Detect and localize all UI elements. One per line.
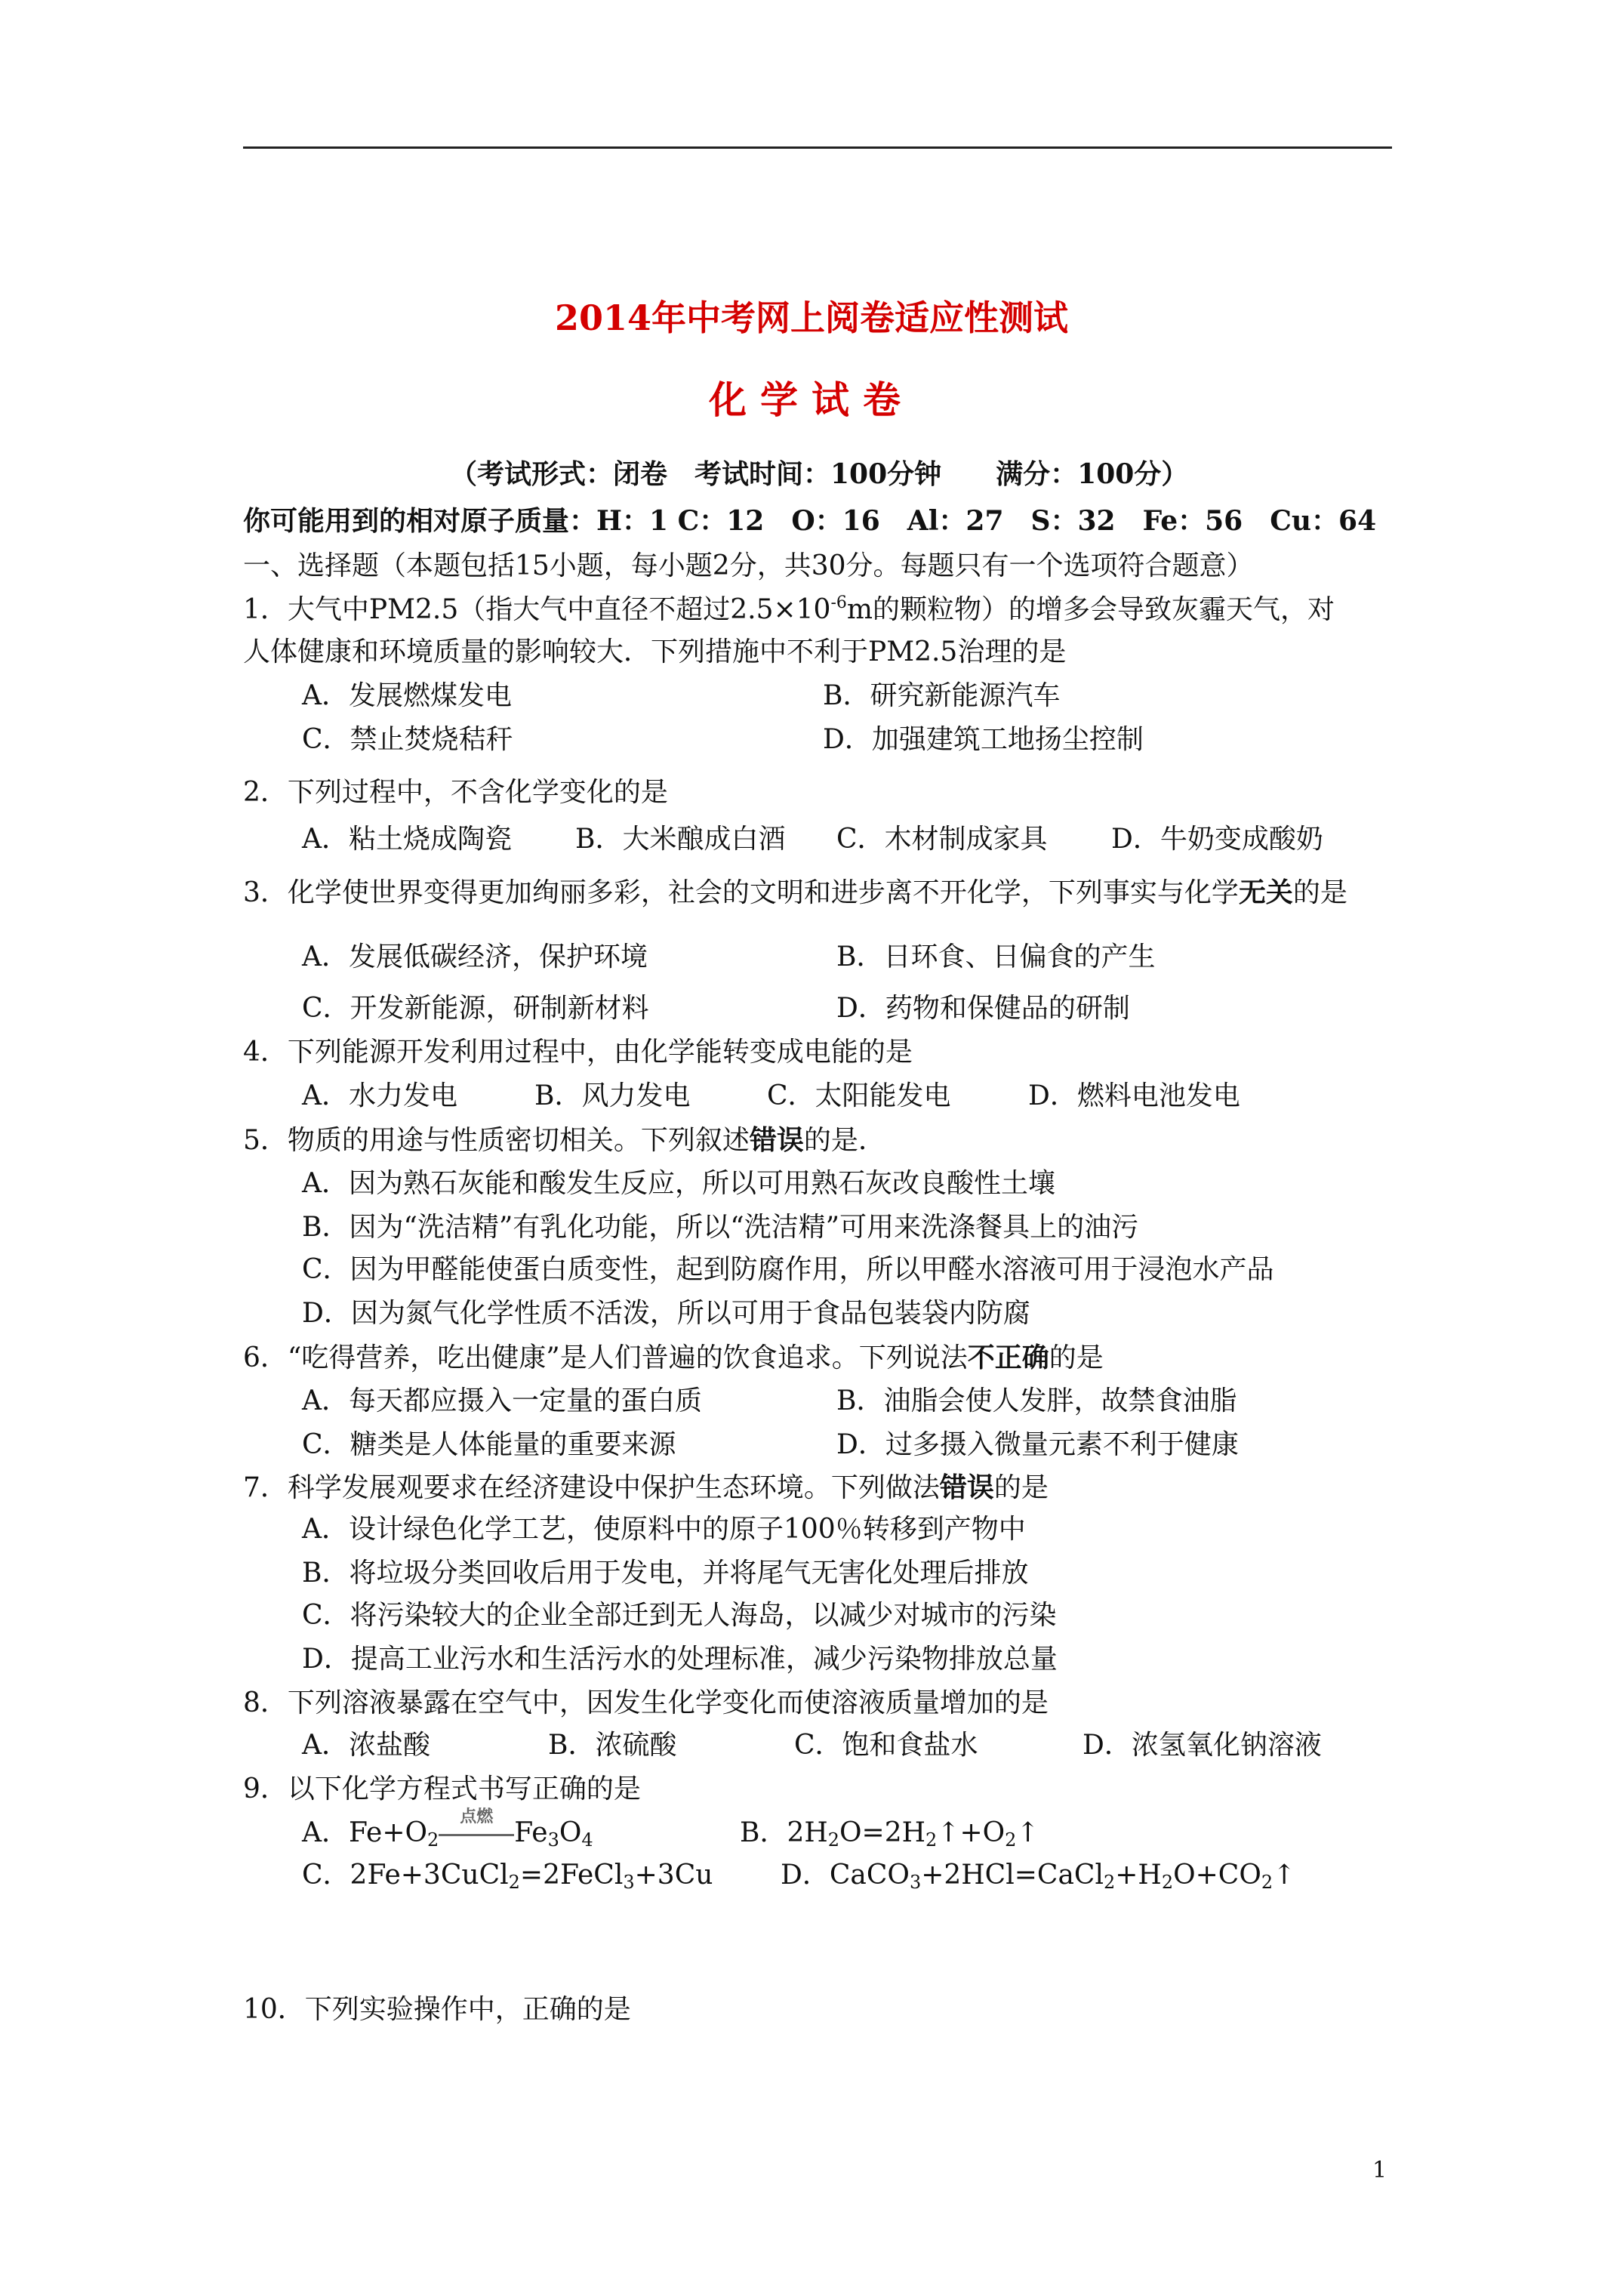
question-2-option-c: C．木材制成家具 <box>836 824 1048 855</box>
question-6-option-d: D．过多摄入微量元素不利于健康 <box>836 1429 1239 1460</box>
exam-info: （考试形式：闭卷 考试时间：100分钟 满分：100分） <box>450 458 1189 490</box>
question-4-stem: 4．下列能源开发利用过程中，由化学能转变成电能的是 <box>243 1037 913 1068</box>
question-6-option-b: B．油脂会使人发胖，故禁食油脂 <box>836 1385 1237 1416</box>
page-number: 1 <box>1372 2157 1387 2184</box>
question-1-option-c: C．禁止焚烧秸秆 <box>302 724 513 755</box>
question-7-option-d: D．提高工业污水和生活污水的处理标准，减少污染物排放总量 <box>302 1644 1058 1675</box>
question-4-option-c: C．太阳能发电 <box>767 1080 951 1111</box>
question-7-stem: 7．科学发展观要求在经济建设中保护生态环境。下列做法错误的是 <box>243 1472 1049 1503</box>
question-1-stem: 1．大气中PM2.5（指大气中直径不超过$2.5\times 10^{-6}m$的颗粒物）的增多会导致灰霾天气，对 <box>243 593 1335 625</box>
exam-subtitle: 化学试卷 <box>709 378 914 422</box>
question-9-stem: 9．以下化学方程式书写正确的是 <box>243 1774 641 1804</box>
question-1-stem-cont: 人体健康和环境质量的影响较大．下列措施中不利于PM2.5治理的是 <box>243 636 1067 667</box>
question-9-option-a: A．$Fe+O_2$ 点燃 $Fe_3O_4$ <box>302 1807 593 1851</box>
question-5-stem: 5．物质的用途与性质密切相关。下列叙述错误的是. <box>243 1124 867 1156</box>
question-2-stem: 2．下列过程中，不含化学变化的是 <box>243 777 668 808</box>
atomic-mass-line: 你可能用到的相对原子质量：H：1 C：12 O：16 Al：27 S：32 Fe：56 Cu：64 <box>243 505 1377 537</box>
ignite-condition: 点燃 <box>439 1817 514 1850</box>
question-6-option-c: C．糖类是人体能量的重要来源 <box>302 1429 676 1460</box>
question-9-option-d: D．$CaCO_3+2HCl=CaCl_2+H_2O+CO_2↑$ <box>781 1860 1296 1893</box>
question-8-option-b: B．浓硫酸 <box>548 1730 677 1761</box>
question-5-option-b: B．因为“洗洁精”有乳化功能，所以“洗洁精”可用来洗涤餐具上的油污 <box>302 1212 1139 1243</box>
question-8-stem: 8．下列溶液暴露在空气中，因发生化学变化而使溶液质量增加的是 <box>243 1687 1049 1718</box>
exam-title: 2014年中考网上阅卷适应性测试 <box>554 297 1069 338</box>
question-3-option-b: B．日环食、日偏食的产生 <box>836 942 1156 972</box>
question-9-option-c: C．2Fe+3CuCl$_2$=2FeCl$_3$+3Cu <box>302 1860 713 1893</box>
question-7-option-a: A．设计绿色化学工艺，使原料中的原子100％转移到产物中 <box>302 1514 1026 1545</box>
question-8-option-d: D．浓氢氧化钠溶液 <box>1083 1730 1322 1761</box>
question-8-option-c: C．饱和食盐水 <box>794 1730 978 1761</box>
question-8-option-a: A．浓盐酸 <box>302 1730 430 1761</box>
question-2-option-d: D．牛奶变成酸奶 <box>1111 824 1323 855</box>
question-2-option-a: A．粘土烧成陶瓷 <box>302 824 512 855</box>
question-2-option-b: B．大米酿成白酒 <box>575 824 786 855</box>
question-1-option-a: A．发展燃煤发电 <box>302 680 512 711</box>
question-7-option-b: B．将垃圾分类回收后用于发电，并将尾气无害化处理后排放 <box>302 1558 1029 1589</box>
question-3-option-d: D．药物和保健品的研制 <box>836 993 1130 1024</box>
question-5-option-d: D．因为氮气化学性质不活泼，所以可用于食品包装袋内防腐 <box>302 1298 1030 1329</box>
question-1-option-b: B．研究新能源汽车 <box>823 680 1061 711</box>
question-9-option-b: B．$2H_2O=2H_2↑+O_2↑$ <box>740 1817 1039 1851</box>
question-5-option-a: A．因为熟石灰能和酸发生反应，所以可用熟石灰改良酸性土壤 <box>302 1168 1055 1199</box>
question-4-option-d: D．燃料电池发电 <box>1028 1080 1240 1111</box>
section-heading: 一、选择题（本题包括15小题，每小题2分，共30分。每题只有一个选项符合题意） <box>243 550 1254 581</box>
question-7-option-c: C．将污染较大的企业全部迁到无人海岛，以减少对城市的污染 <box>302 1600 1057 1631</box>
question-10-stem: 10．下列实验操作中，正确的是 <box>243 1994 631 2025</box>
question-6-option-a: A．每天都应摄入一定量的蛋白质 <box>302 1385 702 1416</box>
question-3-stem: 3．化学使世界变得更加绚丽多彩，社会的文明和进步离不开化学，下列事实与化学无关的是 <box>243 877 1347 908</box>
question-5-option-c: C．因为甲醛能使蛋白质变性，起到防腐作用，所以甲醛水溶液可用于浸泡水产品 <box>302 1254 1274 1285</box>
question-6-stem: 6．“吃得营养，吃出健康”是人们普遍的饮食追求。下列说法不正确的是 <box>243 1342 1104 1373</box>
question-4-option-a: A．水力发电 <box>302 1080 457 1111</box>
question-1-option-d: D．加强建筑工地扬尘控制 <box>823 724 1144 755</box>
header-rule <box>243 146 1392 149</box>
reaction-arrow-line <box>439 1834 514 1836</box>
question-4-option-b: B．风力发电 <box>534 1080 691 1111</box>
question-3-option-a: A．发展低碳经济，保护环境 <box>302 942 648 972</box>
question-3-option-c: C．开发新能源，研制新材料 <box>302 993 649 1024</box>
